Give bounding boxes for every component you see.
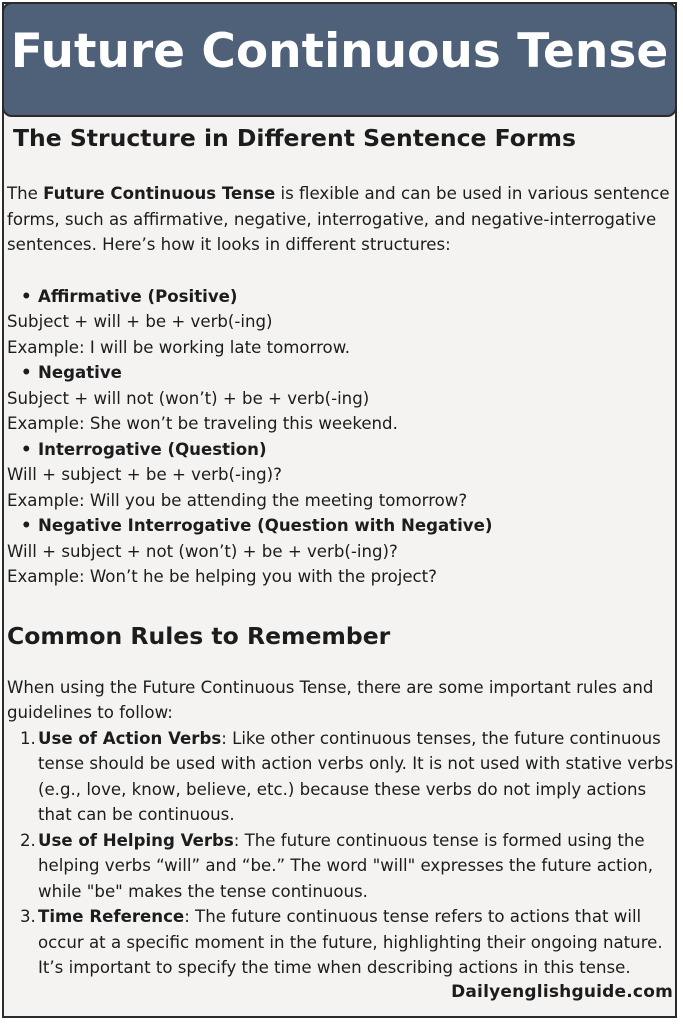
form-example-negative-interrogative: Example: Won’t he be helping you with the project? — [7, 567, 437, 586]
rule-item — [7, 904, 675, 981]
rule-text: : The future continuous tense refers to actions that will occur at a specific moment in the future, highlighting their ongoing nature. It’s important to specify the time when describing actions in this tense. — [38, 907, 663, 977]
structure-intro — [7, 181, 675, 258]
rule-term: Use of Helping Verbs — [38, 830, 234, 850]
intro-rest: is flexible and can be used in various sentence forms, such as affirmative, negative, interrogative, and negative-interrogative sentences. Here’s how it looks in different structures: — [7, 184, 670, 254]
intro-prefix: The — [7, 184, 44, 203]
rules-heading: Common Rules to Remember — [7, 621, 391, 650]
sentence-forms-list — [7, 284, 675, 590]
form-formula-interrogative: Will + subject + be + verb(-ing)? — [7, 465, 282, 484]
rule-item — [7, 828, 675, 905]
site-watermark: Dailyenglishguide.com — [451, 982, 673, 1002]
title-banner — [2, 2, 677, 117]
rule-term: Time Reference — [38, 907, 185, 926]
article-body — [7, 121, 675, 981]
bullet-icon: • — [21, 439, 32, 459]
rule-number: 2. — [20, 830, 36, 850]
form-heading-interrogative: • Interrogative (Question) — [7, 437, 675, 463]
form-formula-negative: Subject + will not (won’t) + be + verb(-ing) — [7, 388, 370, 408]
rule-text: : Like other continuous tenses, the future continuous tense should be used with action verbs only. It is not used with stative verbs (e.g., love, know, believe, etc.) because these verbs do not imply actions that can be continuous. — [38, 728, 674, 824]
form-example-negative: Example: She won’t be traveling this weekend. — [7, 414, 398, 433]
form-heading-negative-interrogative: • Negative Interrogative (Question with Negative) — [7, 513, 675, 539]
form-example-interrogative: Example: Will you be attending the meeting tomorrow? — [7, 490, 468, 510]
rule-term: Use of Action Verbs — [38, 728, 222, 748]
form-heading-negative: • Negative — [7, 360, 675, 386]
rules-intro: When using the Future Continuous Tense, there are some important rules and guidelines to follow: — [7, 677, 654, 722]
form-heading-affirmative: • Affirmative (Positive) — [7, 284, 675, 310]
bullet-icon: • — [21, 286, 32, 306]
rule-number: 1. — [20, 728, 36, 748]
rule-item — [7, 726, 675, 828]
bullet-icon: • — [21, 516, 32, 535]
form-formula-affirmative: Subject + will + be + verb(-ing) — [7, 312, 273, 331]
rules-list — [7, 726, 675, 981]
form-example-affirmative: Example: I will be working late tomorrow. — [7, 337, 351, 357]
bullet-icon: • — [21, 363, 32, 382]
structure-heading: The Structure in Different Sentence Forms — [13, 124, 576, 152]
form-formula-negative-interrogative: Will + subject + not (won’t) + be + verb(-ing)? — [7, 541, 398, 561]
page-title: Future Continuous Tense — [10, 24, 669, 79]
rules-section — [7, 619, 675, 981]
rule-number: 3. — [20, 907, 36, 926]
rule-text: : The future continuous tense is formed using the helping verbs “will” and “be.” The word "will" expresses the future action, while "be" makes the tense continuous. — [38, 830, 654, 901]
intro-bold-term: Future Continuous Tense — [43, 184, 276, 203]
